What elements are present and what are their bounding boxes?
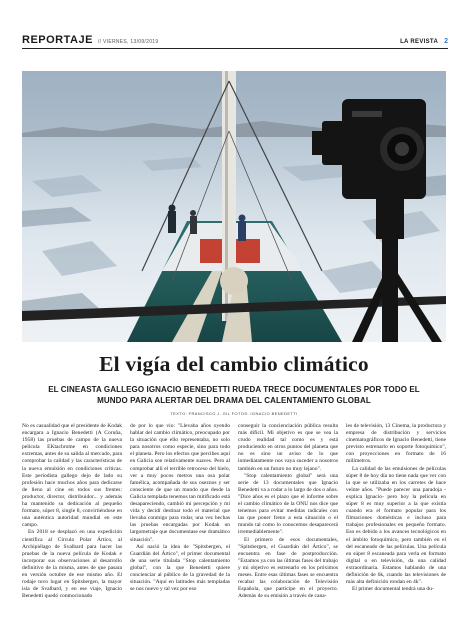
paragraph: No es casualidad que el presidente de Kodak encargara a Ignacio Benedetti (A Coruña, 1958) las pruebas de campo de la nueva película EKtachrome en condiciones extremas, antes de su salida al mercado, para comprobar la calidad y las características de la nueva emulsión en condiciones críticas. Este periodista gallego dejo de lado su profesión hace muchos años para dedicarse de lleno al cine en todos sus frentes: productor, director, distribuidor... y además ha mantenido su dedicación al pequeño formato, súper 8, single 8, convirtiéndose en una auténtica autoridad mundial en este campo.	[22, 423, 122, 529]
paragraph: conseguir la concienciación pública resulta más difícil. Mi objetivo es que se vea la crudo realidad tal como es y está produciendo en otros puntos del planeta que no es sino un aviso de lo que inmediatamente nos vaya suceder a nosotros también en un futuro no muy lejano".	[238, 423, 338, 472]
lead-photo	[22, 71, 446, 342]
magazine-name: LA REVISTA	[400, 39, 439, 45]
page-header	[22, 34, 448, 49]
article-column-1	[22, 423, 122, 635]
paragraph: La calidad de las emulsiones de películas súper 8 de hoy día no tiene nada que ver con la que se utilizaba en los carretes de hace veinte años. "Puede parecer una paradoja -explica Ignacio- pero hoy la película en súper 8 es muy superior a la que existía cuando era el formato popular para los filmaciones domésticas e incluso para trabajos profesionales en pequeño formato. Eso es debido a los avances tecnológicos en el ámbito fotoquímico, pero también en el del escaneado de las películas. Una película en súper 8 escaneada para verla en formato digital o en televisión, da una calidad extraordinaria. Estamos hablando de una definición de 6k, cuando las televisiones de más alta definición rondan en 4k".	[346, 465, 446, 586]
article-column-2	[130, 423, 230, 635]
paragraph: do por lo que vio: "Llevaba años oyendo hablar del cambio climático, preocupado por la situación que ello representaba, no solo para nosotros como especie, sino para todo el planeta. Pero los efectos que percibes aquí en Galicia son relativamente suaves. Pero al comprobar allí el terrible retroceso del hielo, ver a muy pocos metros una osa polar famélica, acompañada de sus oseznos y ser consciente de que un mundo que desde la Galicia templada tenemos tan mitificado está desapareciendo, cambió mi percepción y mi vida y decidí destinar todo el material que llevaba conmigo para rodar, una vez hechas las pruebas encargadas por Kodak un largometraje que documentase ese dramático situación".	[130, 423, 230, 543]
section-label: REPORTAJE	[22, 34, 93, 46]
paragraph: En 2018 se desplazó en una expedición científica al Círculo Polar Ártico, al Archipiélago de Svalbard para hacer las pruebas de la nueva película de Kodak e incorporar sus observaciones al desarrollo definitivo de la misma, antes de que pasara en versión octubre de ese mismo año. El rodaje tuvo lugar en Spitsbergen, la mayor isla de Svalbard, y en ese viaje, Ignacio Benedetti quedó conmocionado	[22, 529, 122, 600]
dateline: // VIERNES, 13/09/2019	[97, 39, 159, 45]
paragraph: El primero de esos documentales, "Spitsbergen, el Guardián del Ártico", se encuentra en fase de postproducción. "Estamos ya con las últimas fases del trabajo y mi objetivo es estrenarlo en los próximos meses. Entre esas últimas fases se encuentra recabar las colaboración de Televisión Española, que participe en el proyecto. Además de su emisión a través de cana-	[238, 536, 338, 600]
headline: El vigía del cambio climático	[99, 352, 369, 376]
paragraph: "Stop calentamiento global" será una serie de 13 documentales que Ignacio Benedetti va a rodar a lo largo de dos o años. "Dice años es el plazo que el informe sobre el cambio climático de la ONU nos dice que tenemos para evitar medidas radicales con las que poner freno a esta situación o el mundo tal como lo conocemos desaparecerá irremediablemente".	[238, 472, 338, 536]
paragraph: les de televisión, 13 Cinema, la productora y empresa de distribución y servicios cinematográficos de Ignacio Benedetti, tiene previsto estrenarlo en soporte fotoquímico", con proyecciones en formato de 16 milímetros.	[346, 423, 446, 465]
article-column-3	[238, 423, 338, 635]
paragraph: Así nació la idea de "Spitsbergen, el Guardián del Ártico", el primer documental de una serie titulada "Stop calentamiento global", con la que Benedetti quiere concienciar al público de la gravedad de la situación. "Aquí en latitudes más templadas se nos nuevo y tal vez por eso	[130, 543, 230, 593]
article-body	[22, 423, 446, 635]
page-number: 2	[444, 38, 448, 45]
byline-credit: TEXTO: FRANCISCO J. GIL FOTOS: IGNACIO BENEDETTI	[170, 411, 298, 416]
article-column-4	[346, 423, 446, 635]
paragraph: El primer documental tendrá una du-	[352, 586, 434, 593]
subheadline: EL CINEASTA GALLEGO IGNACIO BENEDETTI RUEDA TRECE DOCUMENTALES POR TODO EL MUNDO PARA ALERTAR DEL DRAMA DEL CALENTAMIENTO GLOBAL	[48, 385, 420, 405]
